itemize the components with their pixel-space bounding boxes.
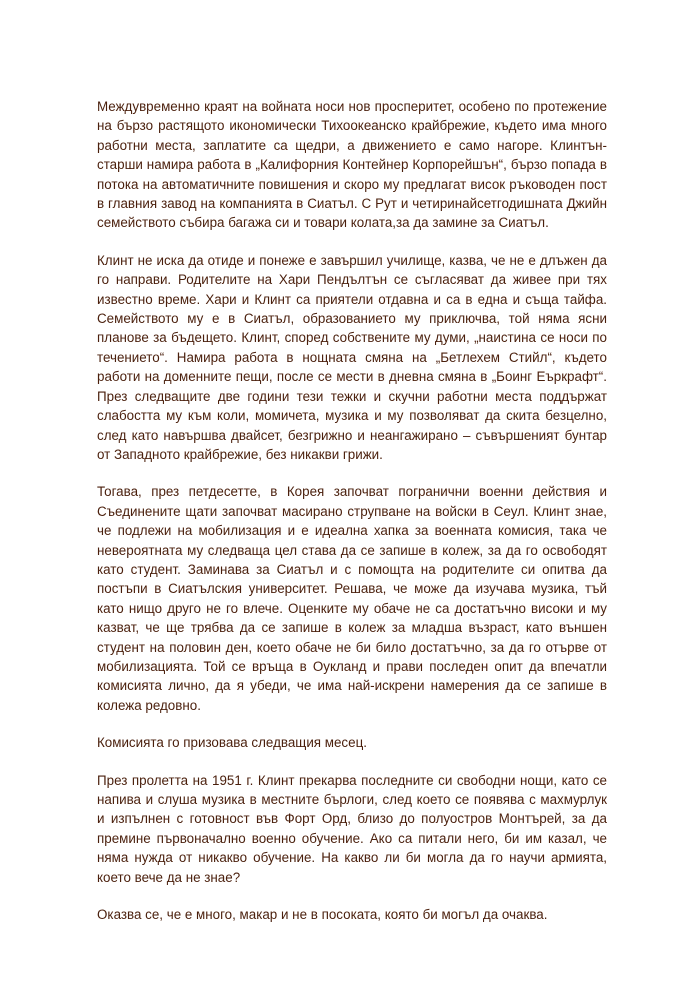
paragraph-2: Клинт не иска да отиде и понеже е завършил училище, казва, че не е длъжен да го направи. Родителите на Хари Пендълтън се съгласяват да живее при тях известно време. Хари и Клинт са приятели отдавна и са в една и съща тайфа. Семейството му е в Сиатъл, образованието му приключва, той няма ясни планове за бъдещето. Клинт, според собствените му думи, „наистина се носи по течението“. Намира работа в нощната смяна на „Бетлехем Стийл“, където работи на доменните пещи, после се мести в дневна смяна в „Боинг Еъркрафт“. През следващите две години тези тежки и скучни работни места поддържат слабостта му към коли, момичета, музика и му позволяват да скита безцелно, след като навършва двайсет, безгрижно и неангажирано – съвършеният бунтар от Западното крайбрежие, без никакви грижи. <box>97 252 607 462</box>
paragraph-gap <box>97 753 607 771</box>
paragraph-1: Междувременно краят на войната носи нов просперитет, особено по протежение на бързо растящото икономически Тихоокеанско крайбрежие, където има много работни места, заплатите са щедри, а движението е само нагоре. Клинтън-старши намира работа в „Калифорния Контейнер Корпорейшън“, бързо попада в потока на автоматичните повишения и скоро му предлагат висок ръководен пост в главния завод на компанията в Сиатъл. С Рут и четиринайсетгодишната Джийн семейството събира багажа си и товари колата,за да замине за Сиатъл. <box>97 99 607 231</box>
paragraph-gap <box>97 715 607 733</box>
paragraph-4: Комисията го призовава следващия месец. <box>97 735 367 751</box>
paragraph-gap <box>97 464 607 482</box>
paragraph-gap <box>97 887 607 905</box>
paragraph-5: През пролетта на 1951 г. Клинт прекарва последните си свободни нощи, като се напива и слуша музика в местните бърлоги, след което се появява с махмурлук и изпълнен с готовност във Форт Орд, близо до полуостров Монтърей, за да премине първоначално военно обучение. Ако са питали него, би им казал, че няма нужда от никакво обучение. На какво ли би могла да го научи армията, което вече да не знае? <box>97 772 607 885</box>
document-body <box>97 97 607 924</box>
paragraph-3: Тогава, през петдесетте, в Корея започват погранични военни действия и Съединените щати започват масирано струпване на войски в Сеул. Клинт знае, че подлежи на мобилизация и е идеална хапка за военната комисия, така че невероятната му следваща цел става да се запише в колеж, за да го освободят като студент. Заминава за Сиатъл и с помощта на родителите си опитва да постъпи в Сиатълския университет. Решава, че може да изучава музика, тъй като нищо друго не го влече. Оценките му обаче не са достатъчно високи и му казват, че ще трябва да се запише в колеж за младша възраст, като външен студент на половин ден, което обаче не би било достатъчно, за да го отърве от мобилизацията. Той се връща в Оукланд и прави последен опит да впечатли комисията лично, да я убеди, че има най-искрени намерения да се запише в колежа редовно. <box>97 484 607 713</box>
paragraph-6: Оказва се, че е много, макар и не в посоката, която би могъл да очаква. <box>97 907 548 923</box>
paragraph-gap <box>97 233 607 251</box>
